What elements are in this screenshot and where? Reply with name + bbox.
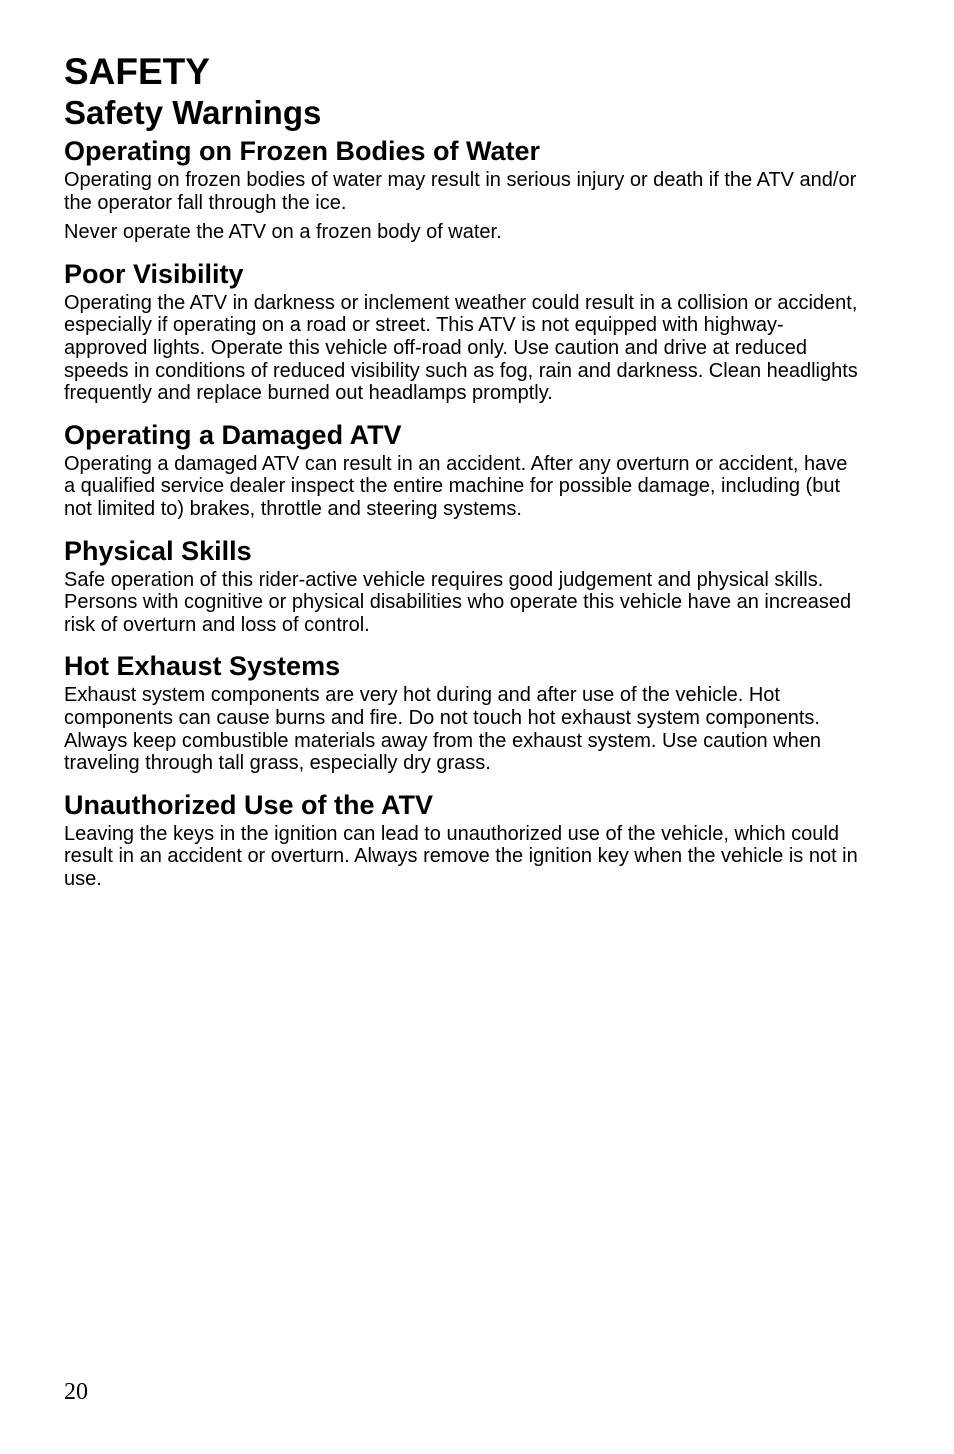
paragraph: Operating a damaged ATV can result in an accident. After any overturn or accident, have a qualified service dealer inspect the entire machine for possible damage, including (but not limited to) brakes, throttle and steering systems. <box>64 452 848 520</box>
chapter-title: SAFETY <box>64 51 210 92</box>
subsection-title: Unauthorized Use of the ATV <box>64 789 434 820</box>
subsection-hot-exhaust <box>64 649 864 774</box>
subsection-poor-visibility <box>64 257 864 405</box>
subsection-title: Operating on Frozen Bodies of Water <box>64 136 541 166</box>
subsection-title: Operating a Damaged ATV <box>64 419 402 450</box>
subsection-title: Hot Exhaust Systems <box>64 651 341 682</box>
subsection-damaged-atv <box>64 418 864 521</box>
page-number: 20 <box>64 1379 88 1405</box>
subsection-unauthorized-use <box>64 788 864 891</box>
subsection-physical-skills <box>64 534 864 637</box>
section-title: Safety Warnings <box>64 94 322 131</box>
paragraph: Exhaust system components are very hot during and after use of the vehicle. Hot components can cause burns and fire. Do not touch hot exhaust system components. Always keep combustible materials away from the exhaust system. Use caution when traveling through tall grass, especially dry grass. <box>64 684 822 775</box>
paragraph: Operating the ATV in darkness or inclement weather could result in a collision or accident, especially if operating on a road or street. This ATV is not equipped with highway-approved lights. Operate this vehicle off-road only. Use caution and drive at reduced speeds in conditions of reduced visibility such as fog, rain and darkness. Clean headlights frequently and replace burned out headlamps promptly. <box>64 291 858 405</box>
paragraph: Leaving the keys in the ignition can lead to unauthorized use of the vehicle, which could result in an accident or overturn. Always remove the ignition key when the vehicle is not in use. <box>64 822 858 890</box>
paragraph: Safe operation of this rider-active vehicle requires good judgement and physical skills. Persons with cognitive or physical disabilities who operate this vehicle have an increased risk of overturn and loss of control. <box>64 568 852 636</box>
subsection-title: Poor Visibility <box>64 258 244 289</box>
subsection-frozen-water <box>64 134 864 244</box>
subsection-title: Physical Skills <box>64 535 252 566</box>
paragraph: Never operate the ATV on a frozen body of water. <box>64 221 502 244</box>
paragraph: Operating on frozen bodies of water may result in serious injury or death if the ATV and/or the operator fall through the ice. <box>64 169 857 214</box>
page-content <box>64 50 864 890</box>
